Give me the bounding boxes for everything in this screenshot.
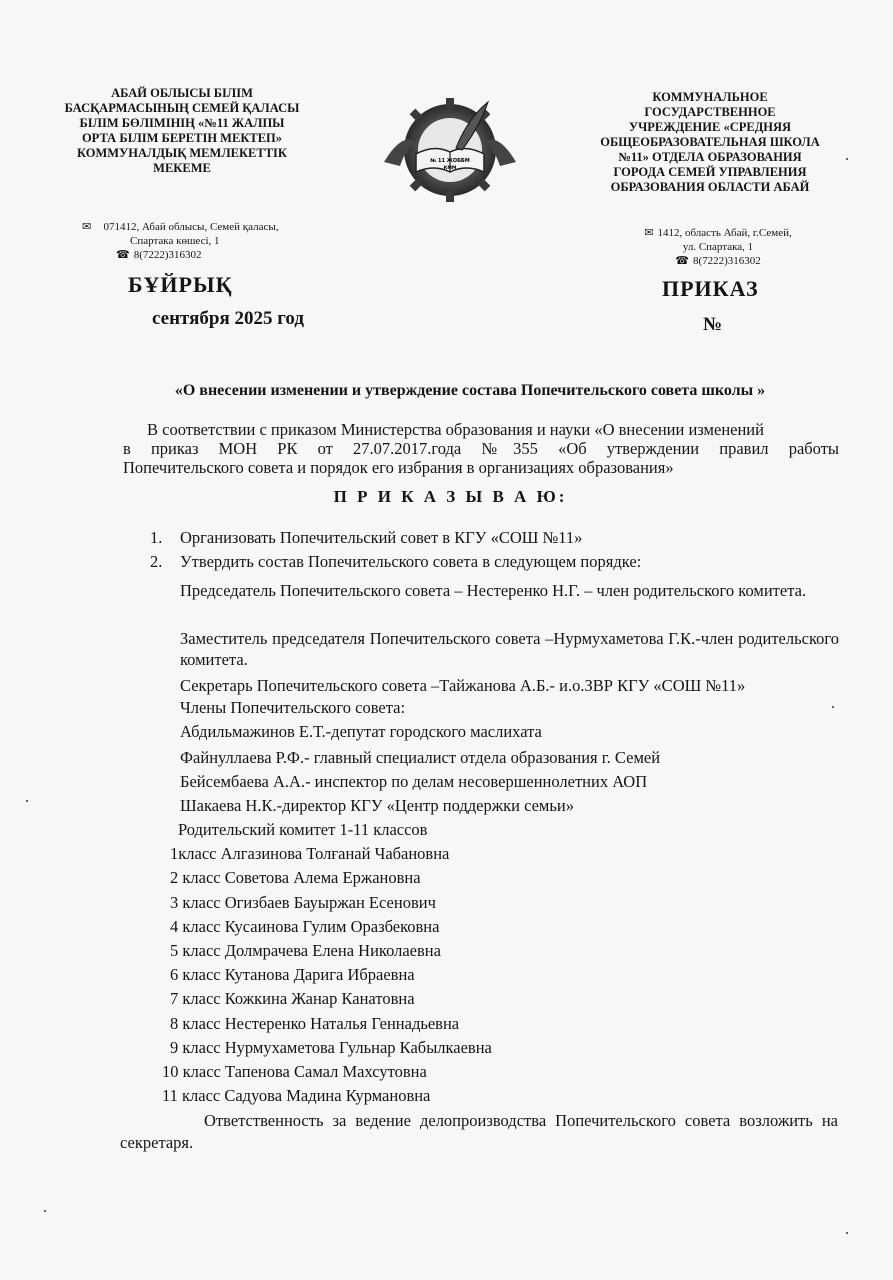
emblem-label: № 11 ЖОББМ xyxy=(430,158,470,164)
preamble xyxy=(123,420,839,477)
class-line: 2 класс Советова Алема Ержановна xyxy=(170,868,421,887)
header-line: ОБРАЗОВАНИЯ ОБЛАСТИ АБАЙ xyxy=(610,180,810,194)
header-line: КОММУНАЛДЫҚ МЕМЛЕКЕТТІК xyxy=(77,146,287,160)
committee-title: Родительский комитет 1-11 классов xyxy=(178,820,428,839)
emblem-label: КММ xyxy=(443,166,457,171)
preamble-line: Попечительского совета и порядок его избрания в организациях образования» xyxy=(123,458,674,477)
header-line: КОММУНАЛЬНОЕ xyxy=(652,90,768,104)
closing-paragraph: Ответственность за ведение делопроизводства Попечительского совета возложить на секретаря. xyxy=(120,1111,838,1152)
class-line: 8 класс Нестеренко Наталья Геннадьевна xyxy=(170,1014,460,1033)
preamble-line: В соответствии с приказом Министерства образования и науки «О внесении изменений xyxy=(147,420,764,439)
header-line: АБАЙ ОБЛЫСЫ БІЛІМ xyxy=(111,86,253,100)
member-line: Шакаева Н.К.-директор КГУ «Центр поддержки семьи» xyxy=(180,796,574,815)
address-line: Спартака көшесі, 1 xyxy=(130,235,220,247)
envelope-icon: ✉ xyxy=(644,227,654,239)
secretary-line: Секретарь Попечительского совета –Тайжанова А.Б.- и.о.ЗВР КГУ «СОШ №11» xyxy=(180,676,746,695)
class-line: 4 класс Кусаинова Гулим Оразбековна xyxy=(170,917,440,936)
order-directive: П Р И К А З Ы В А Ю: xyxy=(333,487,568,506)
order-title-kazakh: БҰЙРЫҚ xyxy=(128,272,233,297)
class-line: 9 класс Нурмухаметова Гульнар Кабылкаевна xyxy=(170,1038,492,1057)
header-line: ГОСУДАРСТВЕННОЕ xyxy=(644,105,776,119)
header-line: ОБЩЕОБРАЗОВАТЕЛЬНАЯ ШКОЛА xyxy=(600,135,820,149)
phone-number: 8(7222)316302 xyxy=(133,249,202,261)
list-item xyxy=(150,552,840,572)
header-line: МЕКЕМЕ xyxy=(153,161,211,175)
preamble-line: в приказ МОН РК от 27.07.2017.года №355 «Об утверждении правил работы xyxy=(123,439,839,458)
class-line: 1класс Алгазинова Толғанай Чабановна xyxy=(170,844,450,863)
class-line: 3 класс Огизбаев Бауыржан Есенович xyxy=(170,893,436,912)
header-russian-org xyxy=(585,90,835,195)
member-line: Бейсембаева А.А.- инспектор по делам несовершеннолетних АОП xyxy=(180,772,648,791)
header-line: ГОРОДА СЕМЕЙ УПРАВЛЕНИЯ xyxy=(613,165,807,179)
address-line: 1412, область Абай, г.Семей, xyxy=(657,227,792,239)
list-item xyxy=(150,528,840,548)
class-line: 5 класс Долмрачева Елена Николаевна xyxy=(170,941,441,960)
item-text: Утвердить состав Попечительского совета в следующем порядке: xyxy=(180,552,642,571)
header-kazakh-org xyxy=(48,86,316,176)
address-russian xyxy=(630,226,806,268)
item-number: 1. xyxy=(150,528,163,547)
phone-number: 8(7222)316302 xyxy=(692,255,761,267)
deputy-line: Заместитель председателя Попечительского совета –Нурмухаметова Г.К.-член родительского комитета. xyxy=(180,629,839,669)
phone-icon: ☎ xyxy=(675,255,689,267)
header-line: БІЛІМ БӨЛІМІНІҢ «№11 ЖАЛПЫ xyxy=(79,116,285,130)
item-number: 2. xyxy=(150,552,163,571)
phone-icon: ☎ xyxy=(116,249,130,261)
header-line: ОРТА БІЛІМ БЕРЕТІН МЕКТЕП» xyxy=(81,131,283,145)
address-kazakh xyxy=(82,220,322,262)
order-number: № xyxy=(703,314,723,335)
chairman-line: Председатель Попечительского совета – Нестеренко Н.Г. – член родительского комитета. xyxy=(180,581,807,600)
school-emblem-icon xyxy=(376,92,524,206)
class-line: 6 класс Кутанова Дарига Ибраевна xyxy=(170,965,415,984)
class-line: 10 класс Тапенова Самал Махсутовна xyxy=(162,1062,427,1081)
member-line: Файнуллаева Р.Ф.- главный специалист отдела образования г. Семей xyxy=(180,748,661,767)
envelope-icon: ✉ xyxy=(82,221,92,233)
order-title-russian: ПРИКАЗ xyxy=(662,276,759,301)
members-title: Члены Попечительского совета: xyxy=(180,698,406,717)
item-text: Организовать Попечительский совет в КГУ «СОШ №11» xyxy=(180,528,583,547)
header-line: №11» ОТДЕЛА ОБРАЗОВАНИЯ xyxy=(618,150,802,164)
header-line: БАСҚАРМАСЫНЫҢ СЕМЕЙ ҚАЛАСЫ xyxy=(64,101,300,115)
order-subject: «О внесении изменении и утверждение состава Попечительского совета школы » xyxy=(174,382,766,399)
address-line: ул. Спартака, 1 xyxy=(682,241,754,253)
class-line: 7 класс Кожкина Жанар Канатовна xyxy=(170,989,415,1008)
order-date: сентября 2025 год xyxy=(152,308,304,329)
member-line: Абдильмажинов Е.Т.-депутат городского маслихата xyxy=(180,722,542,741)
address-line: 071412, Абай облысы, Семей қаласы, xyxy=(103,221,279,233)
header-line: УЧРЕЖДЕНИЕ «СРЕДНЯЯ xyxy=(628,120,792,134)
class-line: 11 класс Садуова Мадина Курмановна xyxy=(162,1086,431,1105)
